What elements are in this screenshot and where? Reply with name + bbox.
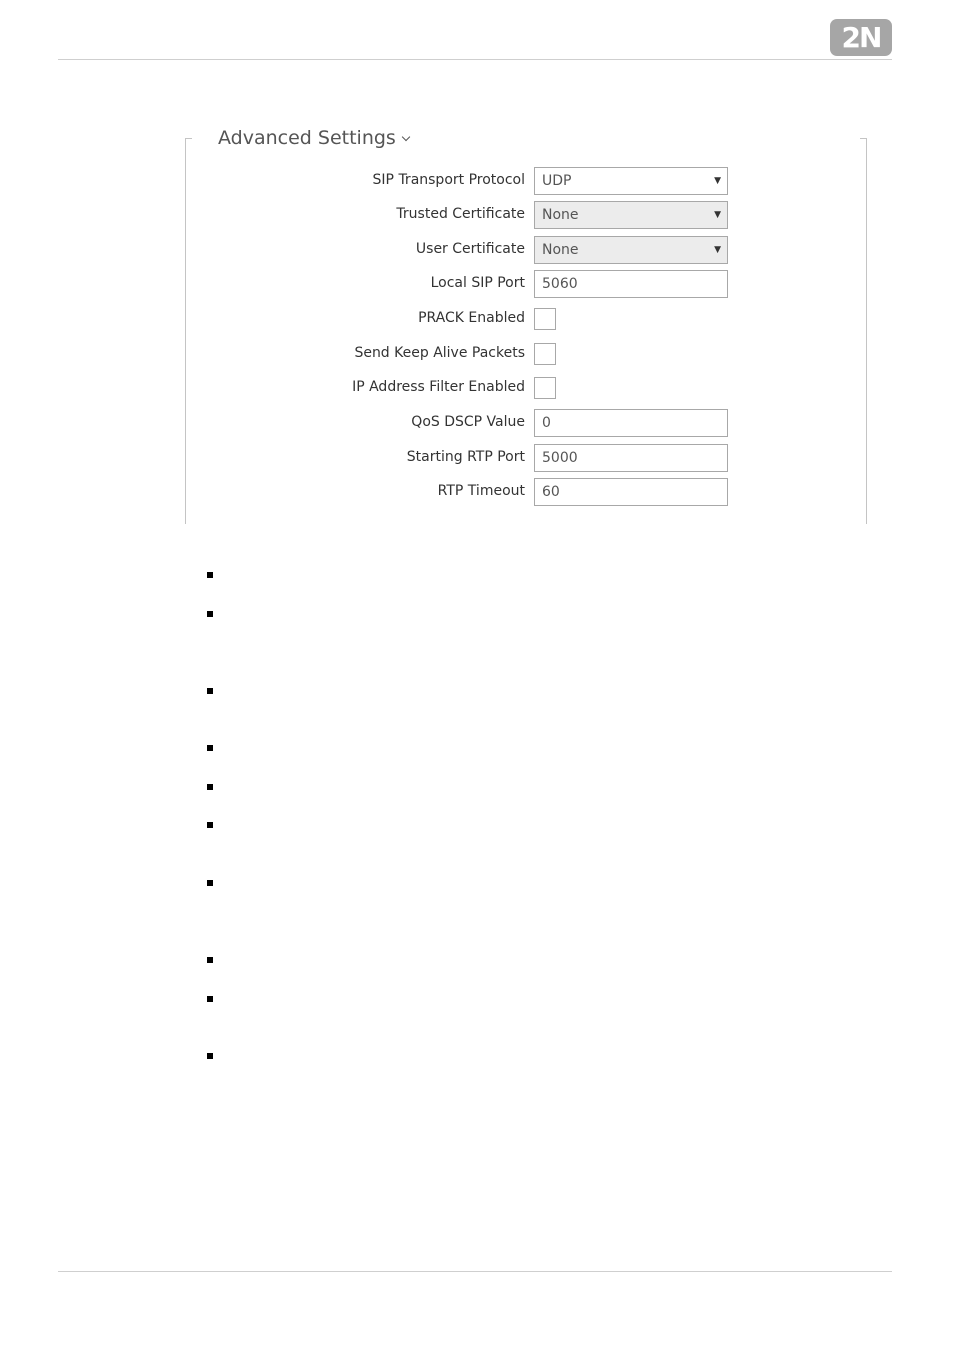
sip-transport-protocol-label: SIP Transport Protocol (372, 172, 525, 188)
rtp-timeout-input[interactable] (534, 478, 728, 506)
list-bullet (207, 957, 213, 963)
dropdown-arrow-icon: ▼ (714, 210, 721, 220)
list-bullet (207, 572, 213, 578)
trusted-certificate-label: Trusted Certificate (396, 206, 525, 222)
rtp-timeout-label: RTP Timeout (437, 483, 525, 499)
ip-filter-label: IP Address Filter Enabled (352, 379, 525, 395)
chevron-down-icon (402, 132, 410, 140)
footer-divider (58, 1271, 892, 1272)
dropdown-arrow-icon: ▼ (714, 245, 721, 255)
row-rtp-timeout (186, 478, 866, 508)
header-divider (58, 59, 892, 60)
row-user-certificate (186, 236, 866, 266)
user-certificate-value: None (542, 242, 579, 258)
row-starting-rtp-port (186, 444, 866, 474)
brand-logo (830, 19, 892, 56)
row-qos-dscp (186, 409, 866, 439)
list-bullet (207, 611, 213, 617)
starting-rtp-port-label: Starting RTP Port (406, 449, 525, 465)
starting-rtp-port-input[interactable] (534, 444, 728, 472)
local-sip-port-value: 5060 (542, 276, 578, 292)
list-bullet (207, 784, 213, 790)
local-sip-port-input[interactable] (534, 270, 728, 298)
list-bullet (207, 822, 213, 828)
list-bullet (207, 1053, 213, 1059)
advanced-settings-title: Advanced Settings (218, 127, 396, 149)
starting-rtp-port-value: 5000 (542, 450, 578, 466)
qos-dscp-input[interactable] (534, 409, 728, 437)
row-sip-transport-protocol (186, 167, 866, 197)
user-certificate-label: User Certificate (415, 241, 525, 257)
advanced-settings-toggle[interactable] (218, 127, 413, 149)
ip-filter-checkbox[interactable] (534, 377, 556, 399)
sip-transport-protocol-value: UDP (542, 173, 572, 189)
row-send-keep-alive (186, 340, 866, 370)
list-bullet (207, 996, 213, 1002)
row-local-sip-port (186, 270, 866, 300)
user-certificate-select[interactable] (534, 236, 728, 264)
list-bullet (207, 880, 213, 886)
prack-enabled-label: PRACK Enabled (418, 310, 525, 326)
trusted-certificate-select[interactable] (534, 201, 728, 229)
list-bullet (207, 688, 213, 694)
sip-transport-protocol-select[interactable] (534, 167, 728, 195)
qos-dscp-label: QoS DSCP Value (411, 414, 525, 430)
send-keep-alive-checkbox[interactable] (534, 343, 556, 365)
qos-dscp-value: 0 (542, 415, 551, 431)
brand-logo-text: 2N (841, 20, 881, 54)
send-keep-alive-label: Send Keep Alive Packets (354, 345, 525, 361)
row-prack-enabled (186, 305, 866, 335)
row-trusted-certificate (186, 201, 866, 231)
list-bullet (207, 745, 213, 751)
row-ip-filter (186, 374, 866, 404)
dropdown-arrow-icon: ▼ (714, 176, 721, 186)
prack-enabled-checkbox[interactable] (534, 308, 556, 330)
trusted-certificate-value: None (542, 207, 579, 223)
local-sip-port-label: Local SIP Port (430, 275, 525, 291)
rtp-timeout-value: 60 (542, 484, 560, 500)
